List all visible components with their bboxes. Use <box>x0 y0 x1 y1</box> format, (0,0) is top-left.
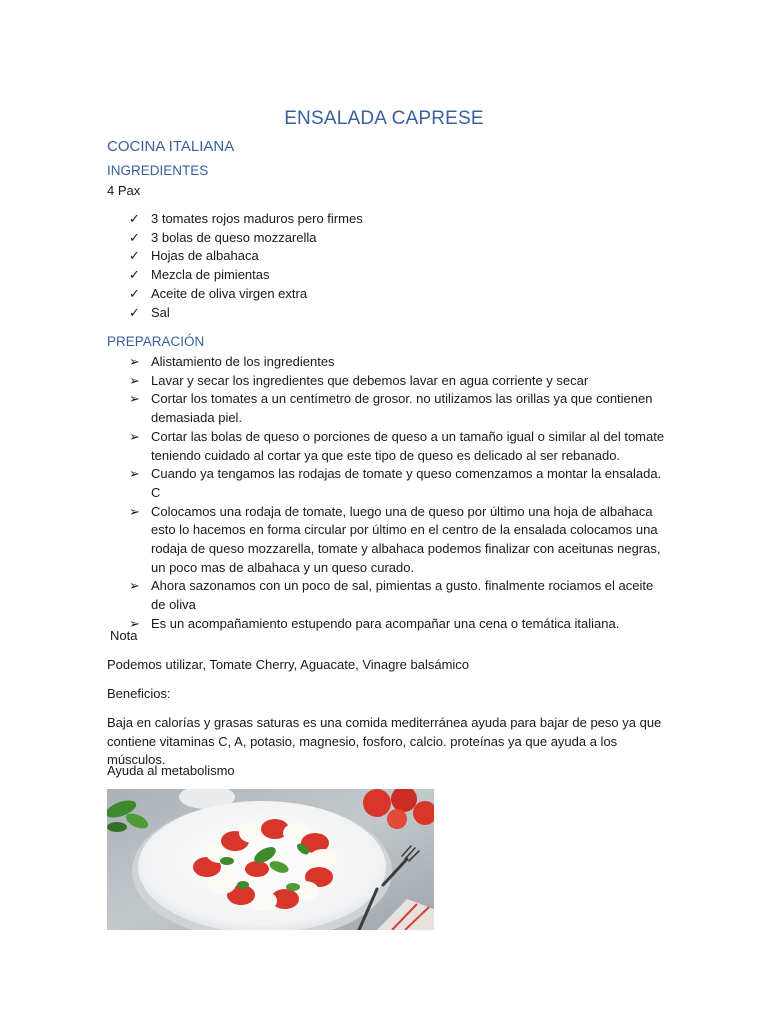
list-item: ✓ 3 tomates rojos maduros pero firmes <box>107 210 667 229</box>
arrowhead-icon: ➢ <box>129 372 140 388</box>
steps-list <box>107 353 667 634</box>
preparation-heading: PREPARACIÓN <box>107 334 205 349</box>
list-item: ✓ 3 bolas de queso mozzarella <box>107 229 667 248</box>
list-item: ➢ Cortar los tomates a un centímetro de grosor. no utilizamos las orillas ya que contienen demasiada piel. <box>129 391 653 426</box>
arrowhead-icon: ➢ <box>129 354 140 369</box>
list-item: ➢ Lavar y secar los ingredientes que debemos lavar en agua corriente y secar <box>107 372 667 391</box>
arrowhead-icon: ➢ <box>129 578 140 594</box>
list-item: ➢ Colocamos una rodaja de tomate, luego una de queso por último una hoja de albahaca esto lo hacemos en forma circular por último en el centro de la ensalada colocamos una rodaja de queso mozzarella, tomate y albahaca podemos finalizar con aceitunas negras, un poco mas de albahaca y un queso curado. <box>129 503 661 575</box>
checkmark-icon: ✓ <box>129 285 140 301</box>
checkmark-icon: ✓ <box>129 229 140 245</box>
list-item: ✓ Sal <box>107 304 667 323</box>
benefits-text: Baja en calorías y grasas saturas es una comida mediterránea ayuda para bajar de peso ya que contiene vitaminas C, A, potasio, magnesio, fosforo, calcio. proteínas ya que ayuda a los músculos. <box>107 715 662 768</box>
caprese-salad-photo <box>107 789 434 930</box>
recipe-subtitle: COCINA ITALIANA <box>107 138 235 155</box>
checkmark-icon: ✓ <box>129 211 140 226</box>
checkmark-icon: ✓ <box>129 267 140 283</box>
benefits-label: Beneficios: <box>107 686 171 701</box>
note-text: Podemos utilizar, Tomate Cherry, Aguacate, Vinagre balsámico <box>107 657 470 672</box>
metabolism-text: Ayuda al metabolismo <box>107 763 235 778</box>
arrowhead-icon: ➢ <box>129 391 140 407</box>
list-item: ➢ Ahora sazonamos con un poco de sal, pimientas a gusto. finalmente rociamos el aceite de oliva <box>129 578 654 613</box>
note-label: Nota <box>110 628 138 643</box>
servings-text: 4 Pax <box>107 183 141 198</box>
list-item: ➢ Cuando ya tengamos las rodajas de tomate y queso comenzamos a montar la ensalada. C <box>129 466 662 500</box>
checkmark-icon: ✓ <box>129 248 140 264</box>
list-item: ➢ Cortar las bolas de queso o porciones de queso a un tamaño igual o similar al del tomate teniendo cuidado al cortar ya que este tipo de queso es delicado al ser rebanado. <box>129 428 665 463</box>
arrowhead-icon: ➢ <box>129 466 140 482</box>
ingredients-list <box>107 210 667 322</box>
ingredients-heading: INGREDIENTES <box>107 163 209 178</box>
checkmark-icon: ✓ <box>129 304 140 320</box>
list-item: ✓ Hojas de albahaca <box>107 247 667 266</box>
arrowhead-icon: ➢ <box>129 615 140 631</box>
list-item: ➢ Es un acompañamiento estupendo para acompañar una cena o temática italiana. <box>107 615 667 634</box>
list-item: ✓ Aceite de oliva virgen extra <box>107 285 667 304</box>
recipe-title: ENSALADA CAPRESE <box>284 108 484 129</box>
arrowhead-icon: ➢ <box>129 503 140 519</box>
arrowhead-icon: ➢ <box>129 428 140 444</box>
list-item: ➢ Alistamiento de los ingredientes <box>107 353 667 372</box>
list-item: ✓ Mezcla de pimientas <box>107 266 667 285</box>
